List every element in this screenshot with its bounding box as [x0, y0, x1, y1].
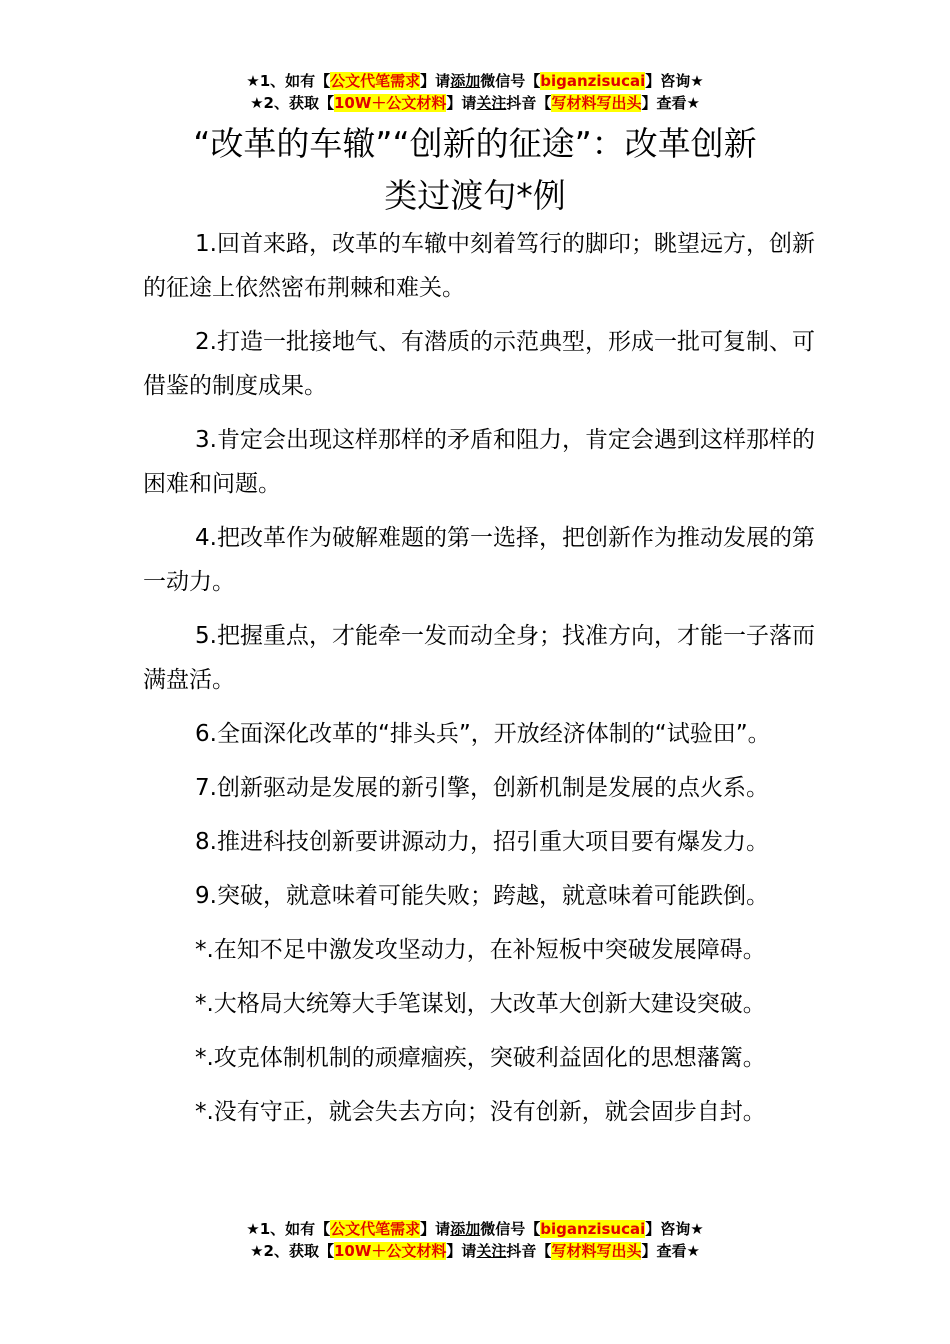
promo-text: 微信号【 — [480, 1220, 541, 1238]
list-item: *.大格局大统筹大手笔谋划，大改革大创新大建设突破。 — [195, 991, 766, 1017]
promo-text: ★1、如有【 — [246, 72, 331, 90]
promo-text: 】查看★ — [641, 1242, 700, 1260]
promo-text: ★2、获取【 — [250, 1242, 334, 1260]
douyin-account: 写材料写出头 — [551, 1242, 642, 1260]
promo-text: 】咨询★ — [645, 72, 704, 90]
promo-underline: 关注 — [476, 1242, 507, 1260]
document-title — [0, 118, 950, 222]
title-line-2: 类过渡句*例 — [384, 176, 566, 215]
promo-line-2 — [0, 1240, 950, 1262]
list-item: 3.肯定会出现这样那样的矛盾和阻力，肯定会遇到这样那样的困难和问题。 — [143, 427, 815, 497]
promo-text: 】查看★ — [641, 94, 700, 112]
title-line-1: “改革的车辙”“创新的征途”：改革创新 — [193, 124, 757, 163]
promo-text: ★2、获取【 — [250, 94, 334, 112]
promo-highlight: 公文代笔需求 — [330, 72, 421, 90]
list-item: *.没有守正，就会失去方向；没有创新，就会固步自封。 — [195, 1099, 766, 1125]
list-item: 8.推进科技创新要讲源动力，招引重大项目要有爆发力。 — [195, 829, 769, 855]
promo-footer — [0, 1218, 950, 1262]
promo-line-1 — [0, 70, 950, 92]
promo-text: 】请 — [420, 72, 451, 90]
list-item: *.攻克体制机制的顽瘴痼疾，突破利益固化的思想藩篱。 — [195, 1045, 766, 1071]
promo-highlight: 公文代笔需求 — [330, 1220, 421, 1238]
promo-line-1 — [0, 1218, 950, 1240]
promo-text: 】咨询★ — [645, 1220, 704, 1238]
list-item: 2.打造一批接地气、有潜质的示范典型，形成一批可复制、可借鉴的制度成果。 — [143, 329, 815, 399]
list-item: 9.突破，就意味着可能失败；跨越，就意味着可能跌倒。 — [195, 883, 769, 909]
promo-text: 抖音【 — [506, 94, 552, 112]
promo-underline: 关注 — [476, 94, 507, 112]
wechat-id: biganzisucai — [540, 1220, 646, 1238]
list-item: 4.把改革作为破解难题的第一选择，把创新作为推动发展的第一动力。 — [143, 525, 815, 595]
promo-line-2 — [0, 92, 950, 114]
promo-text: 抖音【 — [506, 1242, 552, 1260]
promo-text: 微信号【 — [480, 72, 541, 90]
promo-highlight: 10W＋公文材料 — [333, 94, 447, 112]
wechat-id: biganzisucai — [540, 72, 646, 90]
promo-underline: 添加 — [450, 1220, 481, 1238]
douyin-account: 写材料写出头 — [551, 94, 642, 112]
list-item: *.在知不足中激发攻坚动力，在补短板中突破发展障碍。 — [195, 937, 766, 963]
document-body — [143, 222, 823, 1144]
promo-highlight: 10W＋公文材料 — [333, 1242, 447, 1260]
list-item: 6.全面深化改革的“排头兵”，开放经济体制的“试验田”。 — [195, 721, 771, 747]
promo-text: ★1、如有【 — [246, 1220, 331, 1238]
promo-text: 】请 — [420, 1220, 451, 1238]
promo-text: 】请 — [446, 1242, 477, 1260]
list-item: 5.把握重点，才能牵一发而动全身；找准方向，才能一子落而满盘活。 — [143, 623, 815, 693]
list-item: 1.回首来路，改革的车辙中刻着笃行的脚印；眺望远方，创新的征途上依然密布荆棘和难关。 — [143, 231, 815, 301]
list-item: 7.创新驱动是发展的新引擎，创新机制是发展的点火系。 — [195, 775, 769, 801]
promo-text: 】请 — [446, 94, 477, 112]
promo-header — [0, 70, 950, 114]
promo-underline: 添加 — [450, 72, 481, 90]
